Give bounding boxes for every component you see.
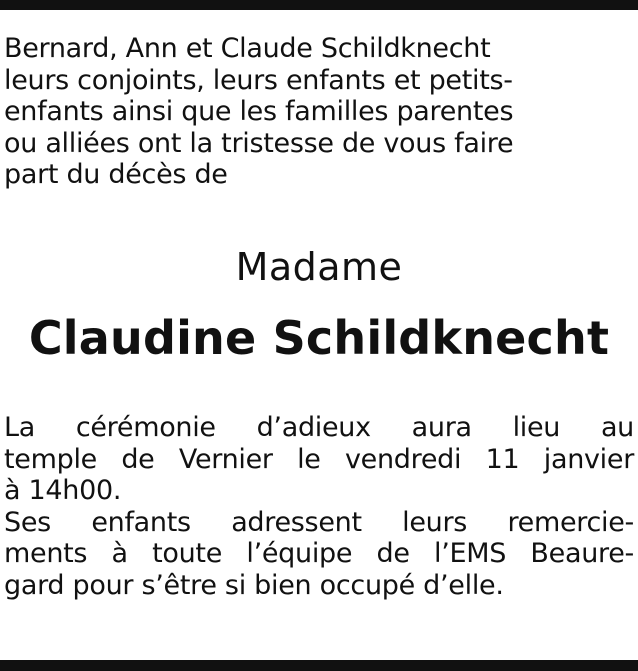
intro-line: ou alliées ont la tristesse de vous faire bbox=[4, 127, 514, 159]
thanks-line: gard pour s’être si bien occupé d’elle. bbox=[4, 569, 504, 601]
announcement-details bbox=[4, 412, 634, 601]
bottom-border-rule bbox=[0, 660, 638, 671]
intro-line: Bernard, Ann et Claude Schildknecht bbox=[4, 33, 491, 64]
announcement-intro bbox=[4, 33, 634, 191]
intro-line: part du décès de bbox=[4, 159, 228, 190]
thanks-line: ments à toute l’équipe de l’EMS Beaure- bbox=[4, 538, 634, 569]
deceased-title: Madame bbox=[235, 245, 403, 289]
deceased-name: Claudine Schildknecht bbox=[28, 311, 610, 365]
intro-line: enfants ainsi que les familles parentes bbox=[4, 96, 514, 127]
ceremony-line: temple de Vernier le vendredi 11 janvier bbox=[4, 443, 634, 475]
intro-line: leurs conjoints, leurs enfants et petits- bbox=[4, 64, 513, 96]
ceremony-line: à 14h00. bbox=[4, 475, 122, 506]
top-border-rule bbox=[0, 0, 638, 10]
thanks-line: Ses enfants adressent leurs remercie- bbox=[4, 506, 634, 538]
ceremony-line: La cérémonie d’adieux aura lieu au bbox=[4, 412, 634, 443]
